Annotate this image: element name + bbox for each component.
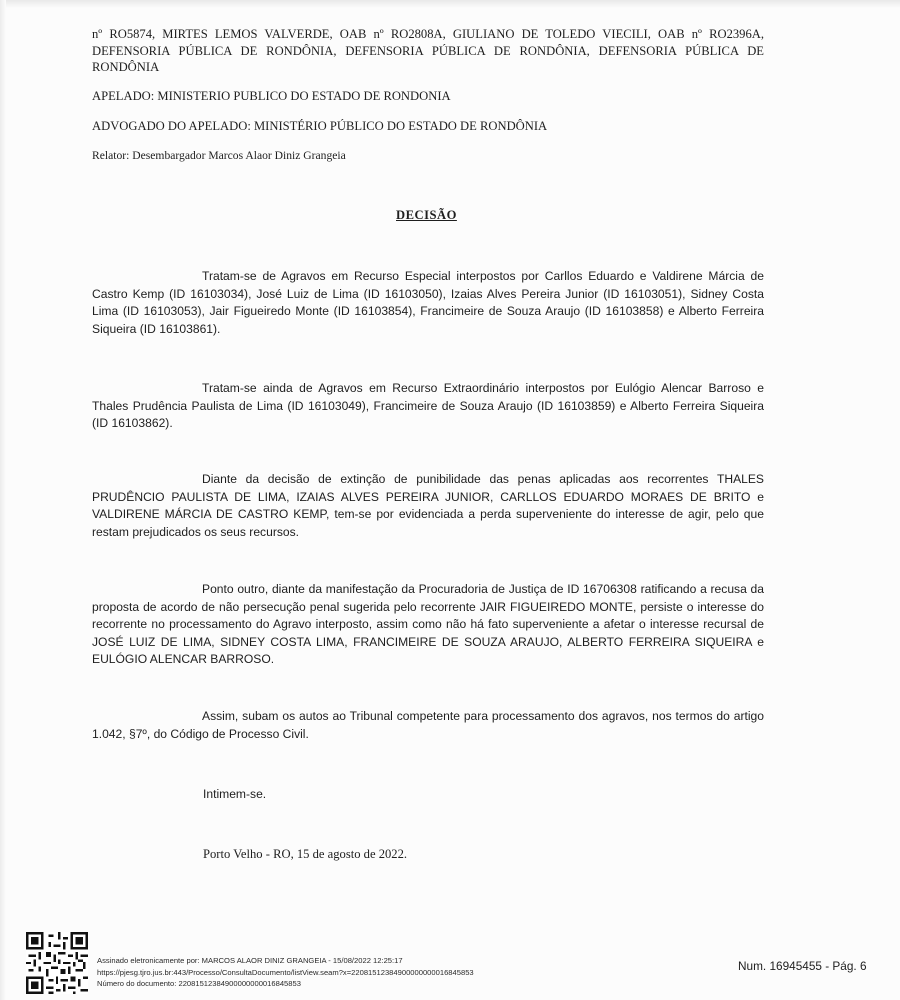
apelado-line: APELADO: MINISTERIO PUBLICO DO ESTADO DE RONDONIA xyxy=(92,89,451,103)
paragraph-extincao-punibilidade: Diante da decisão de extinção de punibilidade das penas aplicadas aos recorrentes THALES PRUDÊNCIO PAULISTA DE LIMA, IZAIAS ALVES PEREIRA JUNIOR, CARLLOS EDUARDO MORAES DE BRITO e VALDIRENE MÁRCIA DE CASTRO KEMP, tem-se por evidenciada a perda superveniente do interesse de agir, pelo que restam prejudicados os seus recursos. xyxy=(92,472,764,539)
relator-line: Relator: Desembargador Marcos Alaor Diniz Grangeia xyxy=(92,149,346,162)
page-shadow-left xyxy=(0,0,6,1000)
signature-line: Assinado eletronicamente por: MARCOS ALAOR DINIZ GRANGEIA - 15/08/2022 12:25:17 xyxy=(97,956,403,965)
paragraph-agravos-especial: Tratam-se de Agravos em Recurso Especial interpostos por Carllos Eduardo e Valdirene Márcia de Castro Kemp (ID 16103034), José Luiz de Lima (ID 16103050), Izaias Alves Pereira Junior (ID 16103051), Sidney Costa Lima (ID 16103053), Jair Figueiredo Monte (ID 16103854), Francimeire de Souza Araujo (ID 16103858) e Alberto Ferreira Siqueira (ID 16103861). xyxy=(92,269,764,336)
document-number: Número do documento: 22081512384900000000016845853 xyxy=(97,979,301,989)
paragraph-intimem-se: Intimem-se. xyxy=(203,787,267,801)
qr-code-icon xyxy=(24,932,90,994)
parties-line: nº RO5874, MIRTES LEMOS VALVERDE, OAB nº RO2808A, GIULIANO DE TOLEDO VIECILI, OAB nº RO2396A, DEFENSORIA PÚBLICA DE RONDÔNIA, DEFENSORIA PÚBLICA DE RONDÔNIA, DEFENSORIA PÚBLICA DE RONDÔNIA xyxy=(92,27,764,74)
advogado-apelado-line: ADVOGADO DO APELADO: MINISTÉRIO PÚBLICO DO ESTADO DE RONDÔNIA xyxy=(92,119,548,133)
page-number: Num. 16945455 - Pág. 6 xyxy=(738,959,867,973)
paragraph-subam-autos: Assim, subam os autos ao Tribunal competente para processamento dos agravos, nos termos do artigo 1.042, §7º, do Código de Processo Civil. xyxy=(92,709,764,741)
paragraph-agravos-extraordinario: Tratam-se ainda de Agravos em Recurso Extraordinário interpostos por Eulógio Alencar Barroso e Thales Prudência Paulista de Lima (ID 16103049), Francimeire de Souza Araujo (ID 16103859) e Alberto Ferreira Siqueira (ID 16103862). xyxy=(92,381,764,430)
place-date: Porto Velho - RO, 15 de agosto de 2022. xyxy=(203,847,408,861)
page-shadow-top xyxy=(0,0,900,8)
signature-block xyxy=(97,955,657,990)
document-url: https://pjesg.tjro.jus.br:443/Processo/ConsultaDocumento/listView.seam?x=22081512384900000000016845853 xyxy=(97,967,474,977)
paragraph-ponto-outro: Ponto outro, diante da manifestação da Procuradoria de Justiça de ID 16706308 ratificando a recusa da proposta de acordo de não persecução penal sugerida pelo recorrente JAIR FIGUEIREDO MONTE, persiste o interesse do recorrente no processamento do Agravo interposto, assim como não há fato superveniente a afetar o interesse recursal de JOSÉ LUIZ DE LIMA, SIDNEY COSTA LIMA, FRANCIMEIRE DE SOUZA ARAUJO, ALBERTO FERREIRA SIQUEIRA e EULÓGIO ALENCAR BARROSO. xyxy=(92,582,764,666)
decision-title: DECISÃO xyxy=(396,208,457,222)
